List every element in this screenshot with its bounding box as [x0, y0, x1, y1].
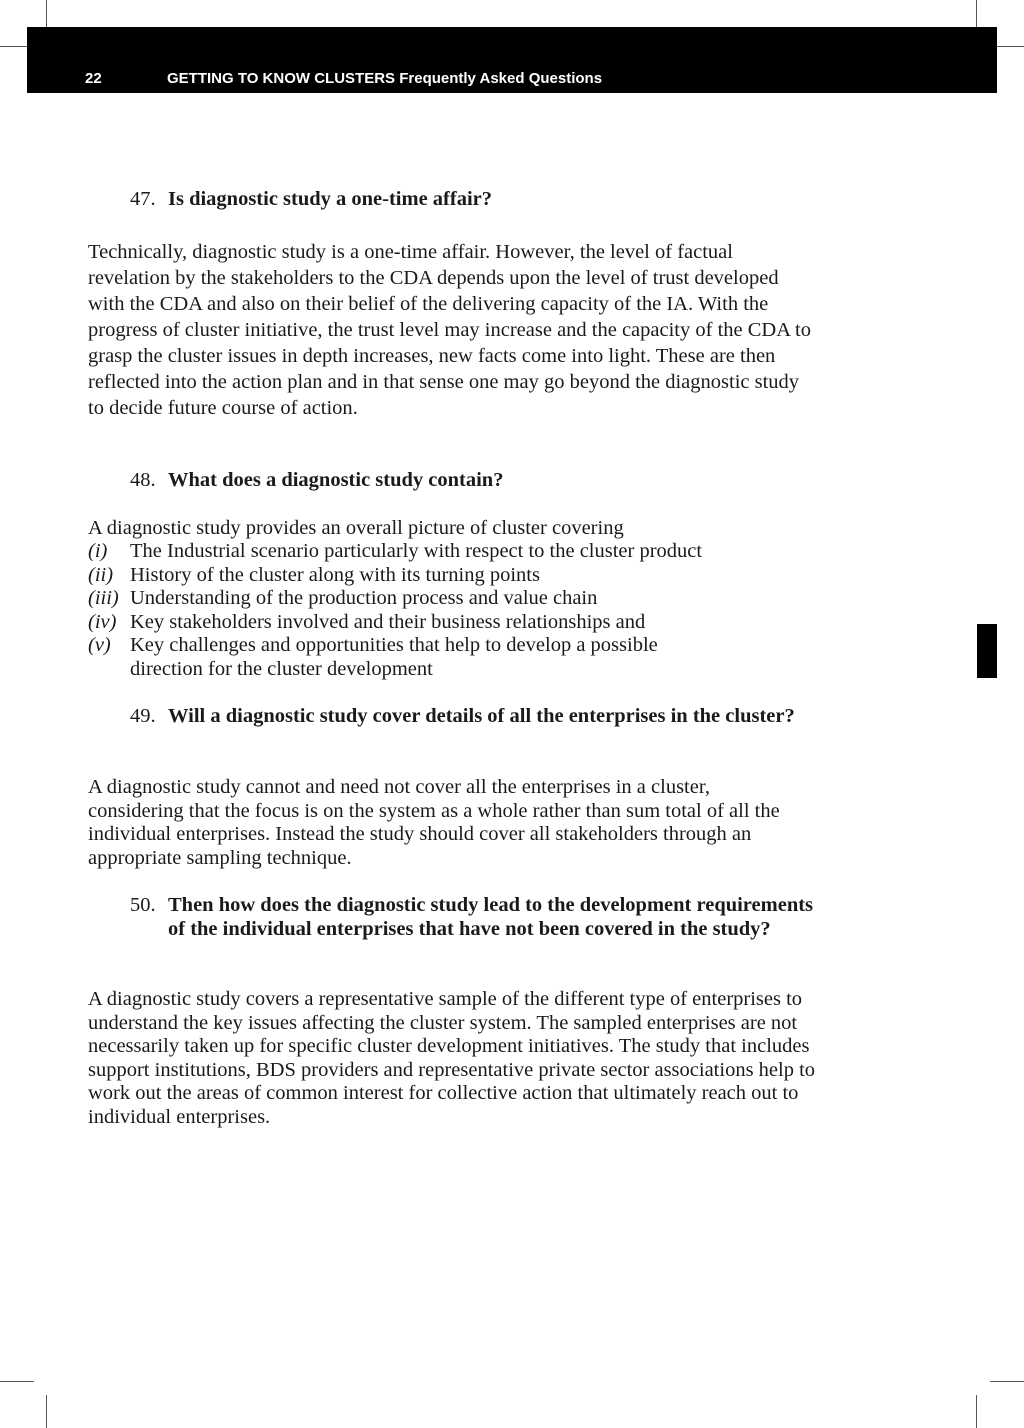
question-49 [130, 705, 830, 729]
question-50 [130, 894, 820, 941]
crop-mark-bottom-right-vertical [976, 1395, 977, 1428]
list-item-numeral: (i) [88, 540, 108, 562]
question-number: 49. [130, 705, 156, 727]
list-item [88, 587, 818, 611]
question-text: Then how does the diagnostic study lead to the development requirements of the individual enterprises that have not been covered in the study? [168, 894, 814, 940]
question-number: 50. [130, 894, 156, 916]
answer-50: A diagnostic study covers a representative sample of the different type of enterprises to understand the key issues affecting the cluster system. The sampled enterprises are not necessarily taken up for specific cluster development initiatives. The study that includes support institutions, BDS providers and representative private sector associations help to work out the areas of common interest for collective action that ultimately reach out to individual enterprises. [88, 988, 816, 1128]
list-item [88, 611, 818, 635]
crop-mark-bottom-left-vertical [46, 1395, 47, 1428]
list-item-numeral: (iv) [88, 610, 117, 633]
question-text: Is diagnostic study a one-time affair? [168, 188, 493, 210]
question-47 [130, 188, 820, 212]
page-number: 22 [85, 70, 102, 87]
list-item-numeral: (iii) [88, 587, 119, 610]
list-item-text: History of the cluster along with its turning points [130, 563, 540, 586]
section-thumb-tab [977, 624, 997, 678]
answer-49: A diagnostic study cannot and need not cover all the enterprises in a cluster, considering that the focus is on the system as a whole rather than sum total of all the individual enterprises. Instead the study should cover all stakeholders through an appropriate sampling technique. [88, 776, 780, 869]
question-text: What does a diagnostic study contain? [168, 469, 504, 491]
list-item-text: Understanding of the production process and value chain [130, 587, 598, 610]
list-item-text: Key stakeholders involved and their business relationships and [130, 610, 646, 633]
answer-48-lead: A diagnostic study provides an overall picture of cluster covering [88, 517, 624, 539]
list-item-numeral: (ii) [88, 563, 114, 586]
crop-mark-bottom-left-horizontal [0, 1381, 34, 1382]
contents-list [88, 540, 818, 682]
list-item [88, 634, 818, 681]
list-item [88, 564, 818, 588]
list-item-text: Key challenges and opportunities that help to develop a possible direction for the cluster development [130, 634, 658, 680]
question-number: 47. [130, 188, 156, 210]
running-head: GETTING TO KNOW CLUSTERS Frequently Asked Questions [167, 70, 603, 87]
question-number: 48. [130, 469, 156, 491]
question-text: Will a diagnostic study cover details of all the enterprises in the cluster? [168, 705, 795, 727]
crop-mark-bottom-right-horizontal [990, 1381, 1024, 1382]
list-item-text: The Industrial scenario particularly with respect to the cluster product [130, 540, 703, 562]
list-item [88, 540, 818, 564]
question-48 [130, 469, 820, 493]
answer-47: Technically, diagnostic study is a one-time affair. However, the level of factual revelation by the stakeholders to the CDA depends upon the level of trust developed with the CDA and also on their belief of the delivering capacity of the IA. With the progress of cluster initiative, the trust level may increase and the capacity of the CDA to grasp the cluster issues in depth increases, new facts come into light. These are then reflected into the action plan and in that sense one may go beyond the diagnostic study to decide future course of action. [88, 241, 811, 419]
list-item-numeral: (v) [88, 634, 111, 657]
